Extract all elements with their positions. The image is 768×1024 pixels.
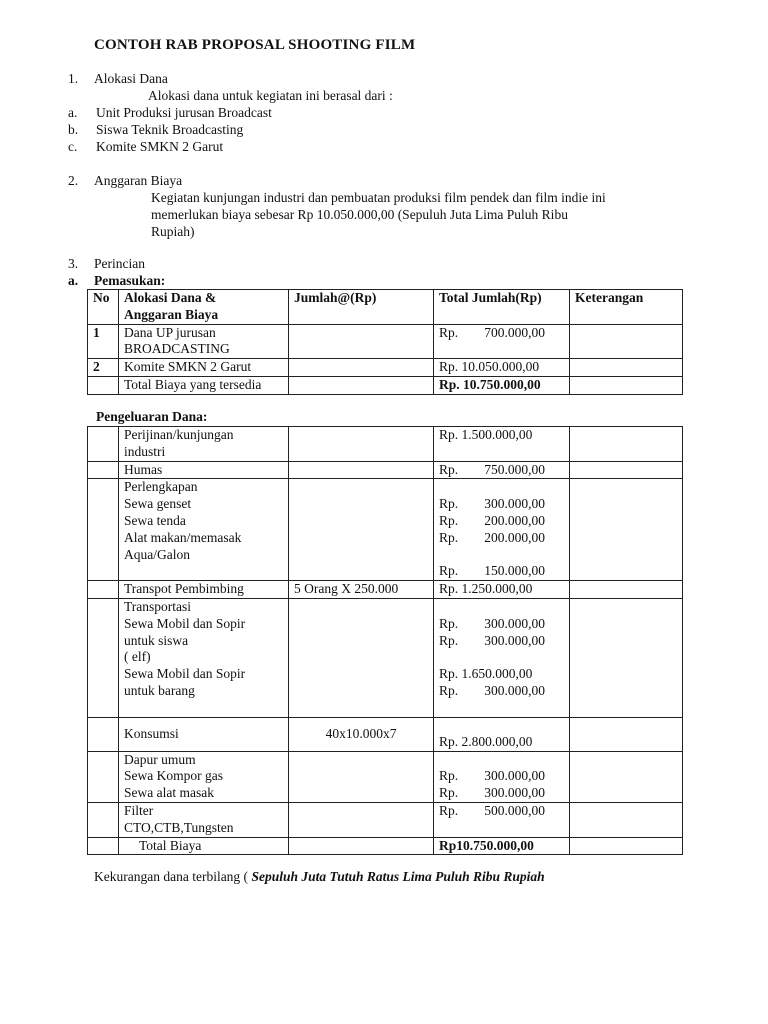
item-name: Sewa Kompor gas (124, 768, 223, 784)
currency-label: Rp. (439, 615, 459, 631)
income-table (87, 289, 683, 395)
total-value: Rp10.750.000,00 (434, 837, 570, 855)
total-label: Total Biaya yang tersedia (119, 376, 289, 394)
group-label: Dapur umum (124, 751, 196, 767)
currency-label: Rp. (439, 768, 459, 784)
total-value: Rp. 10.750.000,00 (434, 376, 570, 394)
currency-label: Rp. (439, 666, 459, 682)
table-row (88, 751, 683, 802)
list-item-text: Komite SMKN 2 Garut (96, 139, 224, 154)
header-alokasi-line1: Alokasi Dana & (124, 290, 217, 305)
item-name: Aqua/Galon (124, 546, 190, 562)
row-jumlah: 5 Orang X 250.000 (289, 581, 434, 599)
row-desc: Humas (119, 461, 289, 479)
amount-value: 700.000,00 (484, 324, 545, 340)
item-name: ( elf) (124, 649, 151, 665)
table-row (88, 581, 683, 599)
table-total-row (88, 837, 683, 855)
row-total (434, 581, 570, 599)
currency-label: Rp. (439, 682, 459, 698)
currency-label: Rp. (439, 427, 459, 442)
table-row (88, 479, 683, 581)
row-desc-line: Perijinan/kunjungan (124, 427, 234, 442)
row-total (434, 359, 570, 377)
currency-label: Rp. (439, 496, 459, 512)
amount-value: 300.000,00 (484, 768, 545, 784)
section-2-paragraph-line: memerlukan biaya sebesar Rp 10.050.000,00 (Sepuluh Juta Lima Puluh Ribu (151, 207, 568, 222)
currency-label: Rp. (439, 461, 459, 477)
currency-label: Rp. (439, 324, 459, 340)
section-2-paragraph-line: Rupiah) (151, 224, 195, 239)
section-2-number: 2. (68, 173, 79, 188)
amount-value: 300.000,00 (484, 496, 545, 512)
table-header-row (88, 290, 683, 325)
total-label: Total Biaya (119, 837, 289, 855)
row-jumlah: 40x10.000x7 (289, 717, 434, 751)
amount-value: 1.500.000,00 (461, 427, 533, 442)
amount-value: 300.000,00 (484, 785, 545, 801)
amount-value: 300.000,00 (484, 682, 545, 698)
header-alokasi-line2: Anggaran Biaya (124, 306, 219, 322)
subsection-mark: a. (68, 273, 79, 288)
currency-label: Rp. (439, 529, 459, 545)
currency-label: Rp. (439, 632, 459, 648)
amount-value: 1.250.000,00 (461, 581, 533, 597)
header-keterangan: Keterangan (570, 290, 683, 325)
table-row (88, 427, 683, 462)
item-name: Alat makan/memasak (124, 529, 242, 545)
income-heading: Pemasukan: (94, 273, 166, 288)
group-label: Transportasi (124, 598, 192, 614)
row-keterangan (570, 324, 683, 359)
section-1-number: 1. (68, 71, 79, 86)
row-jumlah (289, 324, 434, 359)
table-row (88, 359, 683, 377)
currency-label: Rp. (439, 785, 459, 801)
amount-value: 500.000,00 (484, 802, 545, 818)
item-name: CTO,CTB,Tungsten (124, 819, 234, 835)
list-item-text: Siswa Teknik Broadcasting (96, 122, 244, 137)
row-keterangan (570, 359, 683, 377)
expense-heading: Pengeluaran Dana: (96, 409, 208, 424)
amount-value: 300.000,00 (484, 632, 545, 648)
currency-label: Rp. (439, 512, 459, 528)
footer-line (94, 868, 545, 885)
row-total (434, 802, 570, 837)
table-row (88, 802, 683, 837)
expense-table (87, 426, 683, 855)
row-desc-line: industri (124, 443, 166, 459)
header-total: Total Jumlah(Rp) (434, 290, 570, 325)
row-desc: Konsumsi (119, 717, 289, 751)
table-row (88, 598, 683, 717)
row-desc-line1: Dana UP jurusan (124, 324, 216, 340)
amount-value: 300.000,00 (484, 615, 545, 631)
row-desc (119, 802, 289, 837)
row-total (434, 461, 570, 479)
row-desc (119, 751, 289, 802)
row-no: 1 (88, 324, 119, 359)
footer-amount-words: Sepuluh Juta Tutuh Ratus Lima Puluh Ribu Rupiah (251, 869, 545, 884)
amount-value: 750.000,00 (484, 461, 545, 477)
group-label: Filter (124, 802, 154, 818)
section-1-heading: Alokasi Dana (94, 71, 168, 86)
row-desc-line2: BROADCASTING (124, 341, 230, 357)
row-no: 2 (88, 359, 119, 377)
list-item-mark: c. (68, 139, 78, 154)
row-desc (119, 479, 289, 581)
document-title: CONTOH RAB PROPOSAL SHOOTING FILM (94, 37, 416, 53)
list-item-mark: a. (68, 105, 78, 120)
section-3-heading: Perincian (94, 256, 145, 271)
row-desc (119, 427, 289, 462)
currency-label: Rp. (439, 359, 459, 375)
section-1-intro: Alokasi dana untuk kegiatan ini berasal dari : (148, 88, 393, 103)
row-total (434, 717, 570, 751)
table-row (88, 461, 683, 479)
item-name: Sewa genset (124, 496, 192, 512)
header-alokasi (119, 290, 289, 325)
amount-value: 2.800.000,00 (461, 733, 533, 749)
item-name: Sewa Mobil dan Sopir (124, 615, 246, 631)
row-desc (119, 598, 289, 717)
table-row (88, 324, 683, 359)
row-desc: Komite SMKN 2 Garut (119, 359, 289, 377)
section-3-number: 3. (68, 256, 79, 271)
header-no: No (88, 290, 119, 325)
footer-prefix: Kekurangan dana terbilang ( (94, 869, 252, 884)
item-name: Sewa alat masak (124, 785, 214, 801)
item-name: Sewa Mobil dan Sopir (124, 666, 246, 682)
row-total (434, 427, 570, 462)
row-total (434, 324, 570, 359)
row-jumlah (289, 359, 434, 377)
currency-label: Rp. (439, 563, 459, 579)
group-label: Perlengkapan (124, 479, 198, 495)
row-desc (119, 324, 289, 359)
section-2-heading: Anggaran Biaya (94, 173, 183, 188)
amount-value: 1.650.000,00 (461, 666, 533, 682)
currency-label: Rp. (439, 733, 459, 749)
amount-value: 200.000,00 (484, 529, 545, 545)
table-row (88, 717, 683, 751)
section-2-paragraph-line: Kegiatan kunjungan industri dan pembuatan produksi film pendek dan film indie ini (151, 190, 606, 205)
item-name: untuk siswa (124, 632, 189, 648)
list-item-text: Unit Produksi jurusan Broadcast (96, 105, 272, 120)
item-name: untuk barang (124, 682, 195, 698)
list-item-mark: b. (68, 122, 79, 137)
currency-label: Rp. (439, 802, 459, 818)
row-total (434, 479, 570, 581)
row-desc: Transpot Pembimbing (119, 581, 289, 599)
currency-label: Rp. (439, 581, 459, 597)
header-jumlah: Jumlah@(Rp) (289, 290, 434, 325)
amount-value: 150.000,00 (484, 563, 545, 579)
row-total (434, 598, 570, 717)
amount-value: 10.050.000,00 (461, 359, 540, 375)
table-total-row (88, 376, 683, 394)
item-name: Sewa tenda (124, 512, 186, 528)
row-total (434, 751, 570, 802)
amount-value: 200.000,00 (484, 512, 545, 528)
